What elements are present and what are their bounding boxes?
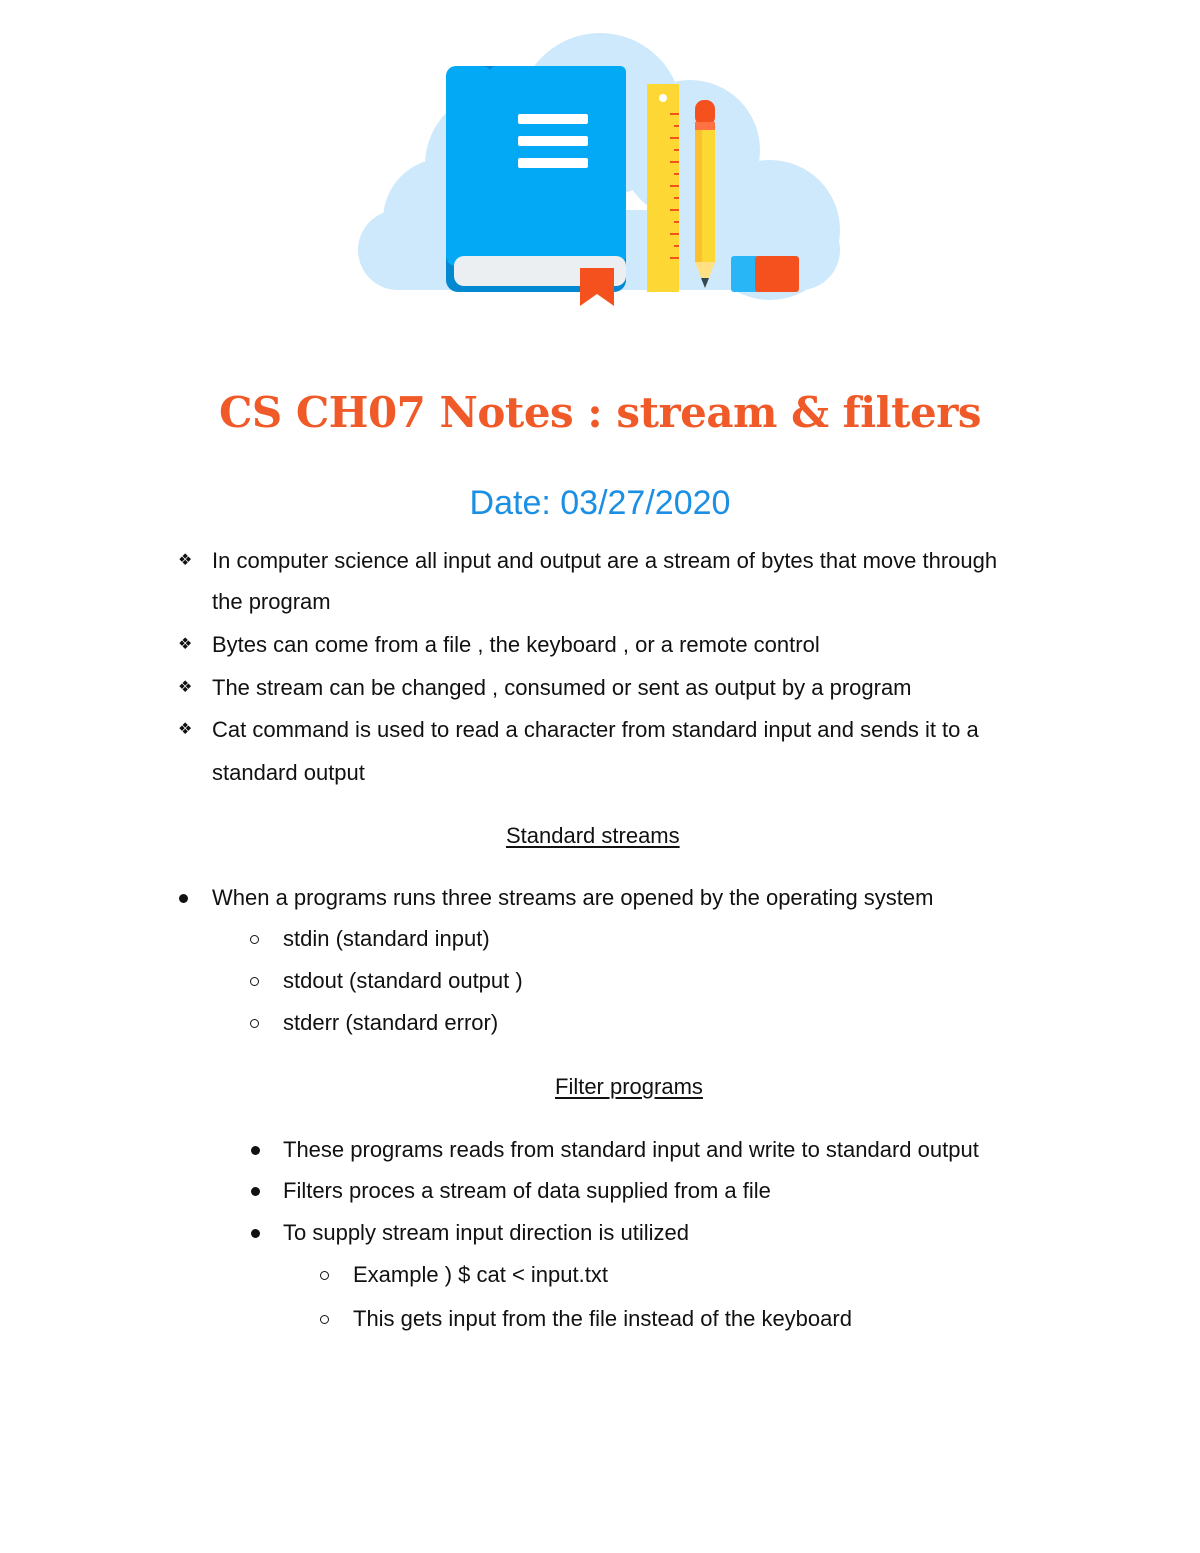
ruler-icon: [647, 84, 679, 292]
intro-point-1-line-1: In computer science all input and output are a stream of bytes that move through: [212, 548, 998, 573]
standard-streams-heading: Standard streams: [506, 823, 680, 848]
intro-point-3: The stream can be changed , consumed or sent as output by a program: [212, 675, 912, 700]
diamond-bullet-icon: ❖: [178, 552, 193, 569]
diamond-bullet-icon: ❖: [178, 636, 193, 653]
bullet-circle-icon: [320, 1271, 329, 1280]
diamond-bullet-icon: ❖: [178, 679, 193, 696]
filter-point-1: These programs reads from standard input and write to standard output: [283, 1137, 979, 1162]
diamond-bullet-icon: ❖: [178, 721, 193, 738]
filter-programs-heading: Filter programs: [555, 1074, 703, 1099]
book-illustration: [350, 30, 850, 315]
stream-stderr: stderr (standard error): [283, 1010, 499, 1035]
bullet-dot-icon: [251, 1229, 260, 1238]
filter-point-2: Filters proces a stream of data supplied from a file: [283, 1178, 771, 1203]
eraser-icon: [731, 256, 799, 292]
intro-point-4-line-2: standard output: [212, 760, 365, 785]
pencil-icon: [695, 100, 715, 288]
stream-stdin: stdin (standard input): [283, 926, 490, 951]
bullet-dot-icon: [179, 894, 188, 903]
book-icon: [446, 66, 626, 306]
page-title: CS CH07 Notes : stream & filters: [218, 388, 982, 437]
intro-point-2: Bytes can come from a file , the keyboard , or a remote control: [212, 632, 820, 657]
bullet-circle-icon: [250, 977, 259, 986]
bullet-circle-icon: [250, 1019, 259, 1028]
stream-stdout: stdout (standard output ): [283, 968, 523, 993]
intro-point-1-line-2: the program: [212, 589, 331, 614]
bullet-dot-icon: [251, 1146, 260, 1155]
bullet-circle-icon: [320, 1315, 329, 1324]
filter-sub-point-1: Example ) $ cat < input.txt: [353, 1262, 608, 1287]
intro-point-4-line-1: Cat command is used to read a character from standard input and sends it to a: [212, 717, 979, 742]
bullet-circle-icon: [250, 935, 259, 944]
filter-sub-point-2: This gets input from the file instead of the keyboard: [353, 1306, 852, 1331]
filter-point-3: To supply stream input direction is utilized: [283, 1220, 689, 1245]
standard-streams-point: When a programs runs three streams are opened by the operating system: [212, 885, 934, 910]
date-heading: Date: 03/27/2020: [469, 484, 731, 522]
bullet-dot-icon: [251, 1187, 260, 1196]
